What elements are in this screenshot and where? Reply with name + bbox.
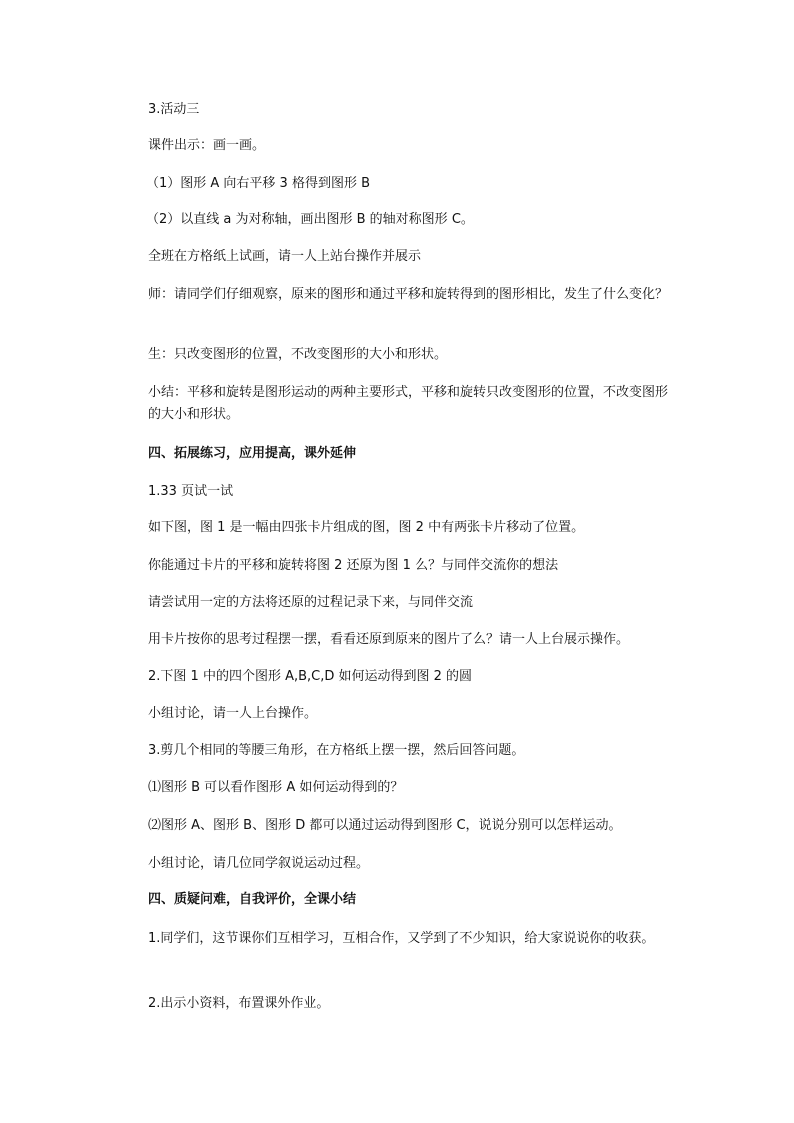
exercise-three-question-one: ⑴图形 B 可以看作图形 A 如何运动得到的？ xyxy=(148,780,404,795)
exercise-three-heading: 3.剪几个相同的等腰三角形，在方格纸上摆一摆，然后回答问题。 xyxy=(148,743,525,758)
task-one: （1）图形 A 向右平移 3 格得到图形 B xyxy=(146,176,371,191)
summary-item-two: 2.出示小资料，布置课外作业。 xyxy=(148,996,330,1011)
student-answer: 生：只改变图形的位置，不改变图形的大小和形状。 xyxy=(148,347,448,362)
exercise-three-discussion: 小组讨论，请几位同学叙说运动过程。 xyxy=(148,856,370,871)
exercise-one-description: 如下图，图 1 是一幅由四张卡片组成的图，图 2 中有两张卡片移动了位置。 xyxy=(148,520,585,535)
section-heading-extension: 四、拓展练习，应用提高，课外延伸 xyxy=(148,446,357,461)
task-two: （2）以直线 a 为对称轴，画出图形 B 的轴对称图形 C。 xyxy=(146,212,474,227)
class-trial-text: 全班在方格纸上试画，请一人上站台操作并展示 xyxy=(148,249,422,264)
summary-item-one: 1.同学们，这节课你们互相学习，互相合作，又学到了不少知识，给大家说说你的收获。 xyxy=(148,931,655,946)
courseware-prompt: 课件出示：画一画。 xyxy=(148,138,266,153)
activity-three-heading: 3.活动三 xyxy=(148,102,200,117)
summary-text: 小结：平移和旋转是图形运动的两种主要形式，平移和旋转只改变图形的位置，不改变图形的大小和形状。 xyxy=(148,385,669,422)
exercise-two-discussion: 小组讨论，请一人上台操作。 xyxy=(148,706,318,721)
exercise-one-question: 你能通过卡片的平移和旋转将图 2 还原为图 1 么？与同伴交流你的想法 xyxy=(148,558,559,573)
section-heading-summary: 四、质疑问难，自我评价，全课小结 xyxy=(148,892,357,907)
exercise-one-heading: 1.33 页试一试 xyxy=(148,484,234,499)
exercise-one-record: 请尝试用一定的方法将还原的过程记录下来，与同伴交流 xyxy=(148,595,474,610)
exercise-three-question-two: ⑵图形 A、图形 B、图形 D 都可以通过运动得到图形 C，说说分别可以怎样运动。 xyxy=(148,818,622,833)
teacher-question: 师：请同学们仔细观察，原来的图形和通过平移和旋转得到的图形相比，发生了什么变化？ xyxy=(148,287,669,302)
exercise-two-question: 2.下图 1 中的四个图形 A,B,C,D 如何运动得到图 2 的圆 xyxy=(148,669,473,684)
exercise-one-operation: 用卡片按你的思考过程摆一摆，看看还原到原来的图片了么？请一人上台展示操作。 xyxy=(148,632,630,647)
